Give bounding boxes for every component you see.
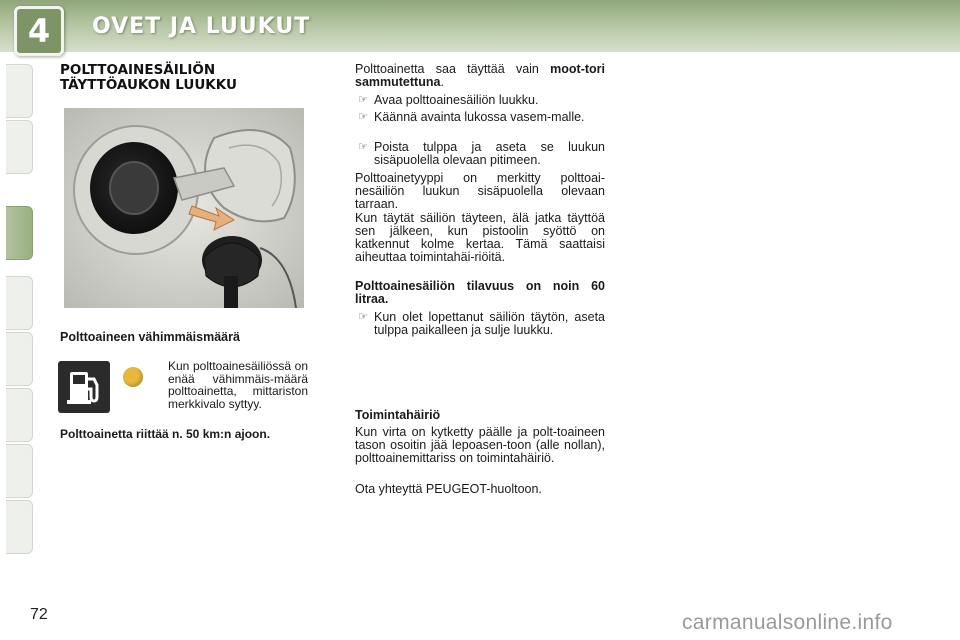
chapter-number-badge	[14, 6, 64, 56]
intro-bold: moot-tori sammutettuna	[355, 62, 605, 89]
fuel-cap-illustration	[64, 108, 304, 308]
hand-pointer-icon: ☞	[358, 311, 368, 323]
page-number: 72	[30, 606, 48, 623]
section-heading	[60, 63, 237, 93]
min-level-text: Kun polttoainesäiliössä on enää vähimmäis-määrä polttoainetta, mittariston merkkivalo syttyy.	[168, 359, 308, 411]
fuel-type-paragraph: Polttoainetyyppi on merkitty polttoai-nesäiliön luukun sisäpuolella olevaan tarraan.	[355, 171, 605, 211]
overfill-paragraph: Kun täytät säiliön täyteen, älä jatka täyttöä sen jälkeen, kun pistoolin syöttö on katkennut kolme kertaa. Tämä saattaisi aiheuttaa toimintahäi-riöitä.	[355, 211, 605, 264]
step-3-text: Poista tulppa ja aseta se luukun sisäpuolella olevaan pitimeen.	[374, 140, 605, 167]
step-2	[355, 111, 605, 124]
chapter-number: 4	[27, 12, 51, 50]
intro-suffix: .	[440, 74, 444, 89]
watermark: carmanualsonline.info	[682, 611, 893, 634]
hand-pointer-icon: ☞	[358, 111, 368, 123]
step-4-text: Kun olet lopettanut säiliön täytön, aseta tulppa paikalleen ja sulje luukku.	[374, 310, 605, 337]
chapter-tab-2	[6, 120, 33, 174]
chapter-title: OVET JA LUUKUT	[92, 14, 311, 39]
chapter-tab-7	[6, 388, 33, 442]
low-fuel-warning-light-icon	[123, 367, 143, 387]
range-note: Polttoainetta riittää n. 50 km:n ajoon.	[60, 427, 271, 441]
hand-pointer-icon: ☞	[358, 94, 368, 106]
chapter-tab-strip	[0, 64, 36, 576]
chapter-tab-8	[6, 444, 33, 498]
intro-paragraph	[355, 63, 605, 89]
chapter-tab-1	[6, 64, 33, 118]
heading-line-1: POLTTOAINESÄILIÖN	[60, 62, 216, 78]
capacity-paragraph: Polttoainesäiliön tilavuus on noin 60 litraa.	[355, 279, 605, 306]
chapter-tab-9	[6, 500, 33, 554]
step-3	[355, 141, 605, 167]
fuel-flap-photo	[64, 108, 304, 308]
heading-line-2: TÄYTTÖAUKON LUUKKU	[60, 77, 237, 93]
min-level-heading: Polttoaineen vähimmäismäärä	[60, 330, 240, 344]
chapter-tab-6	[6, 332, 33, 386]
chapter-tab-5	[6, 276, 33, 330]
contact-paragraph: Ota yhteyttä PEUGEOT-huoltoon.	[355, 482, 542, 496]
hand-pointer-icon: ☞	[358, 141, 368, 153]
malfunction-paragraph: Kun virta on kytketty päälle ja polt-toaineen tason osoitin jää lepoasen-toon (alle nollan), polttoainemittariss on toimintahäiriö.	[355, 425, 605, 465]
step-1	[355, 94, 605, 107]
fuel-pump-icon	[58, 361, 110, 413]
step-2-text: Käännä avainta lukossa vasem-malle.	[374, 110, 585, 124]
step-4	[355, 311, 605, 337]
intro-prefix: Polttoainetta saa täyttää vain	[355, 62, 551, 76]
malfunction-heading: Toimintahäiriö	[355, 408, 441, 422]
step-1-text: Avaa polttoainesäiliön luukku.	[374, 93, 539, 107]
chapter-tab-4-active	[6, 206, 33, 260]
